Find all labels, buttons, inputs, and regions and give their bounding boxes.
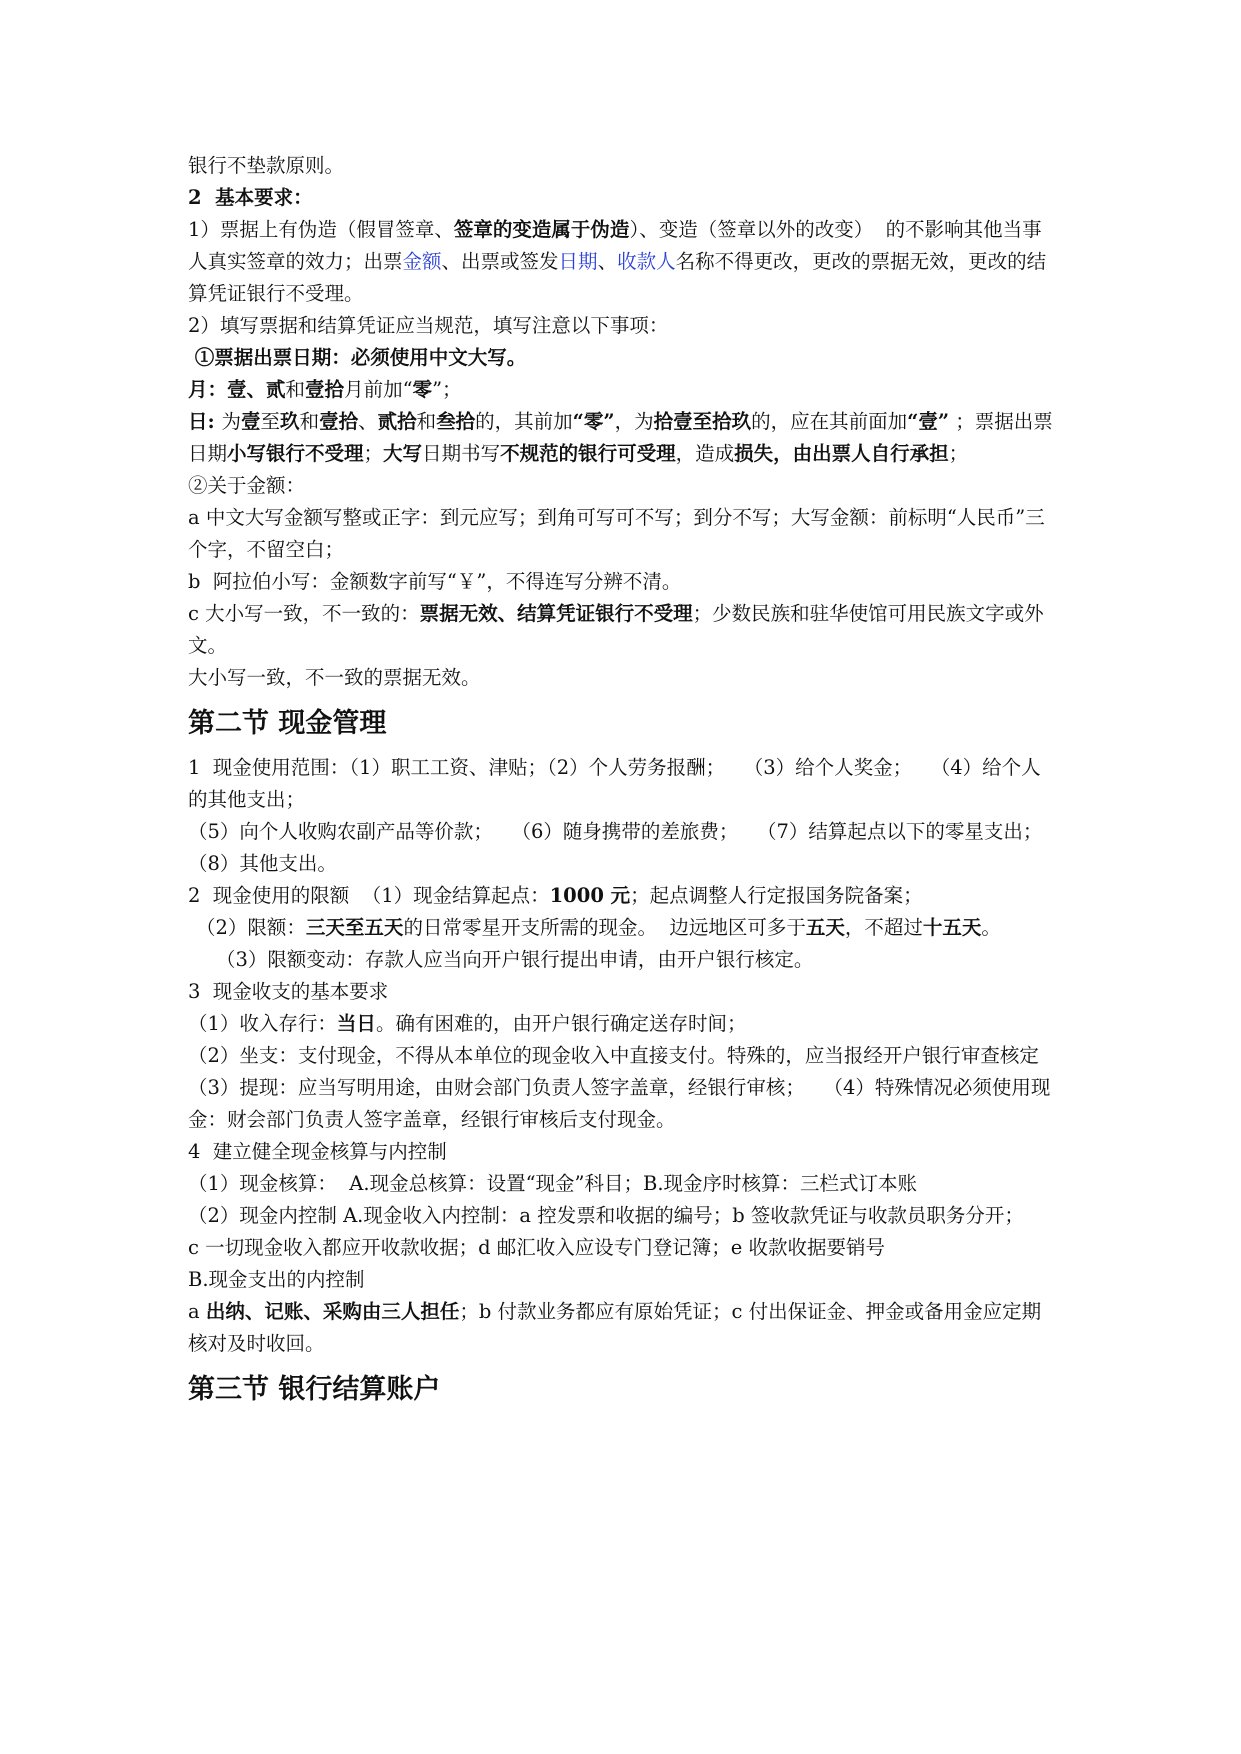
text: 。确有困难的，由开户银行确定送存时间； (375, 1012, 747, 1035)
text: ②关于金额： (188, 474, 306, 497)
text: 1 现金使用范围：（1）职工工资、津贴；（2）个人劳务报酬； （3）给个人奖金； （4）给个人的其他支出； (188, 756, 1041, 811)
text: （1）现金核算： A.现金总核算：设置“现金”科目；B.现金序时核算：三栏式订本账 (188, 1172, 918, 1195)
subheading (188, 342, 1054, 374)
paragraph (188, 502, 1054, 566)
paragraph (188, 374, 1054, 406)
text: a 中文大写金额写整或正字：到元应写；到角可写可不写；到分不写；大写金额：前标明“人民币”三个字，不留空白； (188, 506, 1045, 561)
text: 1）票据上有伪造（假冒签章、 (188, 218, 454, 241)
bold-text: 玖 (280, 410, 300, 433)
bold-text: 叁拾 (436, 410, 476, 433)
text: 、 (358, 410, 378, 433)
text: （1）收入存行： (188, 1012, 337, 1035)
text: 4 建立健全现金核算与内控制 (188, 1140, 447, 1163)
paragraph (188, 1072, 1054, 1136)
bold-text: 小写银行不受理 (227, 442, 364, 465)
text: b 阿拉伯小写：金额数字前写“￥”，不得连写分辨不清。 (188, 570, 682, 593)
section-heading (188, 182, 1054, 214)
bold-text: 日: (188, 410, 222, 433)
paragraph (188, 1296, 1054, 1360)
paragraph (188, 598, 1054, 662)
text: 为 (221, 410, 242, 433)
bold-text: 壹拾 (319, 410, 359, 433)
paragraph (188, 214, 1054, 310)
section-title: 第三节 银行结算账户 (188, 1374, 441, 1405)
text: 2）填写票据和结算凭证应当规范，填写注意以下事项： (188, 314, 669, 337)
paragraph (188, 912, 1054, 944)
bold-text: 零 (412, 378, 433, 401)
bold-text: 贰拾 (377, 410, 417, 433)
paragraph (188, 1008, 1054, 1040)
text: 、出票或签发 (441, 250, 559, 273)
paragraph (188, 816, 1062, 880)
bold-text: 出纳、记账、采购由三人担任 (205, 1300, 460, 1323)
paragraph (188, 470, 1054, 502)
text: B.现金支出的内控制 (188, 1268, 365, 1291)
bold-text: 签章的变造属于伪造 (453, 218, 630, 241)
section-title: 第二节 现金管理 (188, 708, 387, 739)
document-page (188, 150, 1062, 1418)
text: 的，应在其前面加 (751, 410, 908, 433)
bold-text: 拾壹至拾玖 (653, 410, 752, 433)
paragraph (188, 1040, 1054, 1072)
blue-text: 日期 (558, 250, 598, 273)
bold-text: 壹、贰 (227, 378, 286, 401)
text: 的，其前加 (475, 410, 573, 433)
paragraph (188, 752, 1054, 816)
text: 大小写一致，不一致的票据无效。 (188, 666, 481, 689)
bold-text: 月： (188, 378, 228, 401)
paragraph (188, 1200, 1054, 1232)
text: 至 (260, 410, 281, 433)
text: a (188, 1300, 206, 1323)
text: ； (363, 442, 384, 465)
text: 和 (416, 410, 437, 433)
text: 的日常零星开支所需的现金。 边远地区可多于 (403, 916, 806, 939)
text: ；b 付款业务都应有原始凭证；c 付出保证金、押金或备用金应定期核对及时收回。 (188, 1300, 1042, 1355)
text: 2 基本要求： (188, 186, 313, 209)
paragraph (188, 310, 1054, 342)
paragraph (188, 1232, 1054, 1264)
bold-text: 壹拾 (305, 378, 345, 401)
text: 月前加“ (344, 378, 413, 401)
text: （5）向个人收购农副产品等价款； （6）随身携带的差旅费； （7）结算起点以下的零星支出； （8）其他支出。 (188, 820, 1062, 875)
blue-text: 收款人 (617, 250, 676, 273)
text: （3）提现：应当写明用途，由财会部门负责人签字盖章，经银行审核； （4）特殊情况必须使用现金：财会部门负责人签字盖章，经银行审核后支付现金。 (188, 1076, 1051, 1131)
text: （3）限额变动：存款人应当向开户银行提出申请，由开户银行核定。 (216, 948, 814, 971)
paragraph (188, 150, 1054, 182)
paragraph (188, 566, 1054, 598)
paragraph (188, 406, 1054, 470)
bold-text: 大写 (383, 442, 423, 465)
bold-text: 五天 (805, 916, 845, 939)
text: 、 (597, 250, 618, 273)
text: ；票据出票日期 (188, 410, 1053, 465)
text: （2）现金内控制 A.现金收入内控制：a 控发票和收据的编号；b 签收款凭证与收款员职务分开； (188, 1204, 1024, 1227)
bold-text: 当日 (336, 1012, 376, 1035)
text: （2）限额： (196, 916, 306, 939)
bold-text: 三天至五天 (305, 916, 404, 939)
paragraph (188, 976, 1054, 1008)
text: 银行不垫款原则。 (188, 154, 345, 177)
bold-text: 十五天 (922, 916, 982, 939)
text: ，不超过 (844, 916, 923, 939)
text: 和 (285, 378, 306, 401)
text: ；少数民族和驻华使馆可用民族文字或外文。 (188, 602, 1044, 657)
text: ，造成 (675, 442, 735, 465)
text: 。 (981, 916, 1001, 939)
bold-text: 票据无效、结算凭证银行不受理 (419, 602, 693, 625)
text: ”； (432, 378, 462, 401)
bold-text: 不规范的银行可受理 (500, 442, 676, 465)
text: 2 现金使用的限额 （1）现金结算起点： (188, 884, 550, 907)
text: 和 (299, 410, 320, 433)
paragraph (188, 662, 1054, 694)
paragraph (188, 1168, 1054, 1200)
text: （2）坐支：支付现金，不得从本单位的现金收入中直接支付。特殊的，应当报经开户银行审查核定 (188, 1044, 1039, 1067)
bold-text: “壹” (907, 410, 950, 433)
text: 名称不得更改，更改的票据无效，更改的结算凭证银行不受理。 (188, 250, 1047, 305)
text: ①票据出票日期：必须使用中文大写。 (188, 346, 527, 369)
paragraph (188, 944, 1054, 976)
bold-text: 壹 (241, 410, 261, 433)
bold-text: “零” (572, 410, 615, 433)
blue-text: 金额 (402, 250, 442, 273)
paragraph (188, 880, 1054, 912)
text: ；起点调整人行定报国务院备案； (630, 884, 923, 907)
text: 3 现金收支的基本要求 (188, 980, 389, 1003)
paragraph (188, 1264, 1054, 1296)
text: ，为 (614, 410, 654, 433)
paragraph (188, 1136, 1054, 1168)
text: c 一切现金收入都应开收款收据；d 邮汇收入应设专门登记簿；e 收款收据要销号 (188, 1236, 886, 1259)
text: c 大小写一致，不一致的： (188, 602, 420, 625)
text: ； (948, 442, 969, 465)
text: 日期书写 (422, 442, 501, 465)
text: ）、变造（签章以外的改变） 的不影响其他当事人真实签章的效力；出票 (188, 218, 1042, 273)
bold-text: 1000 元 (549, 884, 631, 907)
bold-text: 损失，由出票人自行承担 (734, 442, 949, 465)
